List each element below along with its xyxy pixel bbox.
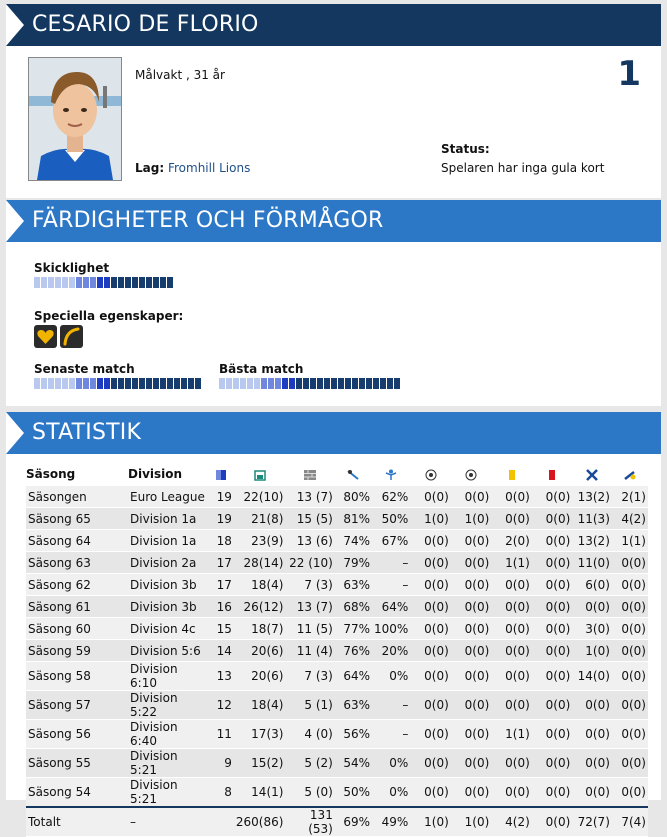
player-position-age: Målvakt , 31 år: [135, 68, 225, 82]
stat-cell: 3(0): [572, 618, 612, 640]
stat-cell: 0(0): [451, 618, 492, 640]
stat-cell: 0(0): [491, 691, 532, 720]
stat-cell: 5 (0): [285, 778, 334, 808]
stat-cell: 0(0): [572, 749, 612, 778]
total-cell: 7(4): [612, 807, 648, 837]
season-cell: Säsongen: [26, 486, 128, 508]
season-cell: Säsong 61: [26, 596, 128, 618]
stat-cell: 0(0): [491, 778, 532, 808]
stat-cell: 0(0): [572, 720, 612, 749]
stat-cell: 16: [209, 596, 234, 618]
stat-cell: 0(0): [532, 552, 573, 574]
special-abilities-label: Speciella egenskaper:: [34, 309, 184, 323]
season-cell: Säsong 55: [26, 749, 128, 778]
shirt-number: 1: [617, 54, 641, 94]
stat-cell: 0(0): [451, 662, 492, 691]
stat-cell: 18(7): [234, 618, 286, 640]
division-cell: Division 3b: [128, 574, 209, 596]
division-cell: Division 6:40: [128, 720, 209, 749]
stat-cell: 0(0): [532, 691, 573, 720]
stat-cell: 0%: [372, 662, 410, 691]
stat-cell: 0(0): [410, 574, 451, 596]
stat-cell: 0(0): [532, 662, 573, 691]
table-row: [26, 486, 648, 508]
stat-cell: 22 (10): [285, 552, 334, 574]
stat-cell: 0(0): [451, 640, 492, 662]
total-cell: 131 (53): [285, 807, 334, 837]
total-cell: –: [128, 807, 209, 837]
stat-cell: 0(0): [410, 552, 451, 574]
stat-cell: 20(6): [234, 640, 286, 662]
division-cell: Division 1a: [128, 530, 209, 552]
stat-cell: 11(0): [572, 552, 612, 574]
division-cell: Division 5:6: [128, 640, 209, 662]
stats-title: STATISTIK: [32, 420, 142, 445]
stat-cell: 22(10): [234, 486, 286, 508]
stat-cell: 6(0): [572, 574, 612, 596]
stat-cell: 0(0): [532, 720, 573, 749]
table-row: [26, 508, 648, 530]
stat-cell: 15 (5): [285, 508, 334, 530]
player-team: [135, 161, 250, 175]
stat-cell: 0(0): [532, 778, 573, 808]
header-arrow-icon: [6, 200, 24, 242]
stat-cell: 18(4): [234, 691, 286, 720]
division-cell: Division 3b: [128, 596, 209, 618]
matches-icon[interactable]: [209, 462, 234, 486]
division-cell: Division 5:22: [128, 691, 209, 720]
total-cell: 0(0): [532, 807, 573, 837]
injury-icon[interactable]: [572, 462, 612, 486]
last-match-label: Senaste match: [34, 362, 135, 376]
stat-cell: 8: [209, 778, 234, 808]
stat-cell: 14(1): [234, 778, 286, 808]
stat-cell: 0(0): [491, 486, 532, 508]
stat-cell: 0(0): [410, 640, 451, 662]
stat-cell: 13 (7): [285, 596, 334, 618]
season-header[interactable]: Säsong: [26, 467, 76, 481]
stat-cell: 0(0): [451, 778, 492, 808]
stat-cell: 13(2): [572, 486, 612, 508]
table-row: [26, 691, 648, 720]
stat-cell: 77%: [335, 618, 372, 640]
player-avatar: [28, 57, 122, 181]
total-cell: 1(0): [451, 807, 492, 837]
stat-cell: 0(0): [451, 691, 492, 720]
season-cell: Säsong 57: [26, 691, 128, 720]
season-cell: Säsong 56: [26, 720, 128, 749]
stat-cell: 0(0): [612, 778, 648, 808]
stat-cell: 76%: [335, 640, 372, 662]
stat-cell: 11(3): [572, 508, 612, 530]
stat-cell: 21(8): [234, 508, 286, 530]
stat-cell: 0(0): [410, 596, 451, 618]
curve-icon[interactable]: [60, 325, 83, 348]
yellow-card-icon[interactable]: [491, 462, 532, 486]
stat-cell: 0(0): [612, 552, 648, 574]
stat-cell: 0(0): [410, 662, 451, 691]
save-icon[interactable]: [335, 462, 372, 486]
heart-icon[interactable]: [34, 325, 57, 348]
stat-cell: 11: [209, 720, 234, 749]
status-text: Spelaren har inga gula kort: [441, 161, 605, 175]
stat-cell: 0(0): [410, 720, 451, 749]
season-cell: Säsong 58: [26, 662, 128, 691]
stat-cell: 54%: [335, 749, 372, 778]
stat-cell: 2(1): [612, 486, 648, 508]
total-cell: [209, 807, 234, 837]
stat-cell: 0(0): [451, 720, 492, 749]
stat-cell: 20%: [372, 640, 410, 662]
division-header[interactable]: Division: [128, 467, 183, 481]
stat-cell: 0(0): [532, 530, 573, 552]
best-match-bar: [219, 378, 401, 389]
stat-cell: 0(0): [451, 596, 492, 618]
season-cell: Säsong 65: [26, 508, 128, 530]
stats-table: [26, 462, 648, 837]
table-row: [26, 596, 648, 618]
wall-icon[interactable]: [285, 462, 334, 486]
stat-cell: 0(0): [532, 618, 573, 640]
stat-cell: 0(0): [491, 618, 532, 640]
ball-icon[interactable]: [410, 462, 451, 486]
stat-cell: 74%: [335, 530, 372, 552]
stat-cell: 13: [209, 662, 234, 691]
stat-cell: 0(0): [532, 508, 573, 530]
season-cell: Säsong 54: [26, 778, 128, 808]
stat-cell: –: [372, 552, 410, 574]
division-cell: Division 6:10: [128, 662, 209, 691]
season-cell: Säsong 62: [26, 574, 128, 596]
total-cell: 1(0): [410, 807, 451, 837]
stat-cell: 19: [209, 486, 234, 508]
stat-cell: 5 (1): [285, 691, 334, 720]
table-row: [26, 618, 648, 640]
stat-cell: 0(0): [612, 618, 648, 640]
stat-cell: 0(0): [410, 691, 451, 720]
stat-cell: 0(0): [612, 662, 648, 691]
stat-cell: 0(0): [532, 749, 573, 778]
table-row: [26, 720, 648, 749]
stat-cell: 7 (3): [285, 574, 334, 596]
stat-cell: 0(0): [491, 508, 532, 530]
division-cell: Euro League: [128, 486, 209, 508]
division-cell: Division 5:21: [128, 778, 209, 808]
stat-cell: 0(0): [572, 778, 612, 808]
skills-title: FÄRDIGHETER OCH FÖRMÅGOR: [32, 208, 384, 233]
stat-cell: 0(0): [612, 749, 648, 778]
stat-cell: 26(12): [234, 596, 286, 618]
season-cell: Säsong 59: [26, 640, 128, 662]
table-row: [26, 749, 648, 778]
stat-cell: 0(0): [451, 486, 492, 508]
red-card-icon[interactable]: [532, 462, 573, 486]
stat-cell: 0(0): [532, 574, 573, 596]
stat-cell: 20(6): [234, 662, 286, 691]
total-cell: 69%: [335, 807, 372, 837]
player-header: [6, 4, 661, 46]
stat-cell: 4(2): [612, 508, 648, 530]
stat-cell: 17(3): [234, 720, 286, 749]
stat-cell: 18(4): [234, 574, 286, 596]
division-cell: Division 4c: [128, 618, 209, 640]
stat-cell: 50%: [335, 778, 372, 808]
stats-header: [6, 412, 661, 454]
stat-cell: 11 (5): [285, 618, 334, 640]
season-cell: Säsong 64: [26, 530, 128, 552]
skill-label: Skicklighet: [34, 261, 110, 275]
stat-cell: 68%: [335, 596, 372, 618]
total-cell: 49%: [372, 807, 410, 837]
ball2-icon[interactable]: [451, 462, 492, 486]
table-row: [26, 662, 648, 691]
stat-cell: 0(0): [612, 596, 648, 618]
stat-cell: 0(0): [532, 596, 573, 618]
stat-cell: 0(0): [410, 530, 451, 552]
stat-cell: 0(0): [491, 662, 532, 691]
stat-cell: –: [372, 720, 410, 749]
stat-cell: 0(0): [410, 749, 451, 778]
stat-cell: 1(0): [572, 640, 612, 662]
best-match-label: Bästa match: [219, 362, 304, 376]
stat-cell: 11 (4): [285, 640, 334, 662]
stat-cell: 0(0): [451, 749, 492, 778]
stat-cell: 15: [209, 618, 234, 640]
stat-cell: 13(2): [572, 530, 612, 552]
stat-cell: 56%: [335, 720, 372, 749]
stat-cell: 0(0): [451, 552, 492, 574]
stat-cell: 0(0): [612, 640, 648, 662]
skill-bar: [34, 277, 174, 288]
stat-cell: 0(0): [451, 574, 492, 596]
stat-cell: –: [372, 574, 410, 596]
stat-cell: 0(0): [532, 640, 573, 662]
team-link[interactable]: Fromhill Lions: [167, 161, 251, 175]
total-cell: 4(2): [491, 807, 532, 837]
header-arrow-icon: [6, 4, 24, 46]
stat-cell: 0(0): [451, 530, 492, 552]
stat-cell: 0%: [372, 749, 410, 778]
stat-cell: 18: [209, 530, 234, 552]
stat-cell: 0(0): [491, 640, 532, 662]
stat-cell: 14: [209, 640, 234, 662]
division-cell: Division 5:21: [128, 749, 209, 778]
stat-cell: 63%: [335, 691, 372, 720]
stat-cell: 0(0): [612, 691, 648, 720]
stat-cell: 23(9): [234, 530, 286, 552]
stat-cell: 0(0): [572, 691, 612, 720]
stat-cell: 67%: [372, 530, 410, 552]
stat-cell: 19: [209, 508, 234, 530]
stat-cell: 79%: [335, 552, 372, 574]
stat-cell: 13 (7): [285, 486, 334, 508]
division-cell: Division 2a: [128, 552, 209, 574]
stat-cell: 0%: [372, 778, 410, 808]
season-cell: Säsong 60: [26, 618, 128, 640]
stat-cell: 1(1): [491, 552, 532, 574]
total-cell: 260(86): [234, 807, 286, 837]
stat-cell: 0(0): [572, 596, 612, 618]
stat-cell: 81%: [335, 508, 372, 530]
player-name: CESARIO DE FLORIO: [32, 12, 259, 37]
stat-cell: –: [372, 691, 410, 720]
total-cell: Totalt: [26, 807, 128, 837]
stat-cell: 2(0): [491, 530, 532, 552]
stat-cell: 4 (0): [285, 720, 334, 749]
substitute-icon[interactable]: [612, 462, 648, 486]
status-label: Status:: [441, 142, 490, 156]
keeper-icon[interactable]: [372, 462, 410, 486]
last-match-bar: [34, 378, 202, 389]
table-row: [26, 640, 648, 662]
stat-cell: 62%: [372, 486, 410, 508]
stat-cell: 0(0): [612, 720, 648, 749]
stat-cell: 0(0): [410, 618, 451, 640]
stat-cell: 80%: [335, 486, 372, 508]
table-row: [26, 530, 648, 552]
stat-cell: 15(2): [234, 749, 286, 778]
stat-cell: 7 (3): [285, 662, 334, 691]
stat-cell: 17: [209, 574, 234, 596]
total-cell: 72(7): [572, 807, 612, 837]
stat-cell: 13 (6): [285, 530, 334, 552]
stat-cell: 0(0): [491, 749, 532, 778]
stat-cell: 64%: [372, 596, 410, 618]
stat-cell: 0(0): [410, 778, 451, 808]
header-arrow-icon: [6, 412, 24, 454]
stat-cell: 100%: [372, 618, 410, 640]
stat-cell: 17: [209, 552, 234, 574]
stat-cell: 63%: [335, 574, 372, 596]
stat-cell: 12: [209, 691, 234, 720]
stats-header-row: [26, 462, 648, 486]
table-row: [26, 778, 648, 808]
stat-cell: 50%: [372, 508, 410, 530]
table-row: [26, 552, 648, 574]
stat-cell: 0(0): [532, 486, 573, 508]
total-row: [26, 807, 648, 837]
stat-cell: 1(1): [612, 530, 648, 552]
season-cell: Säsong 63: [26, 552, 128, 574]
goal-icon[interactable]: [234, 462, 286, 486]
division-cell: Division 1a: [128, 508, 209, 530]
stat-cell: 5 (2): [285, 749, 334, 778]
stat-cell: 64%: [335, 662, 372, 691]
stat-cell: 0(0): [491, 574, 532, 596]
stat-cell: 1(0): [410, 508, 451, 530]
stat-cell: 1(1): [491, 720, 532, 749]
team-label: Lag:: [135, 161, 165, 175]
stat-cell: 0(0): [410, 486, 451, 508]
skills-header: [6, 200, 661, 242]
stat-cell: 1(0): [451, 508, 492, 530]
stat-cell: 0(0): [612, 574, 648, 596]
table-row: [26, 574, 648, 596]
stat-cell: 9: [209, 749, 234, 778]
stat-cell: 0(0): [491, 596, 532, 618]
stat-cell: 14(0): [572, 662, 612, 691]
stat-cell: 28(14): [234, 552, 286, 574]
